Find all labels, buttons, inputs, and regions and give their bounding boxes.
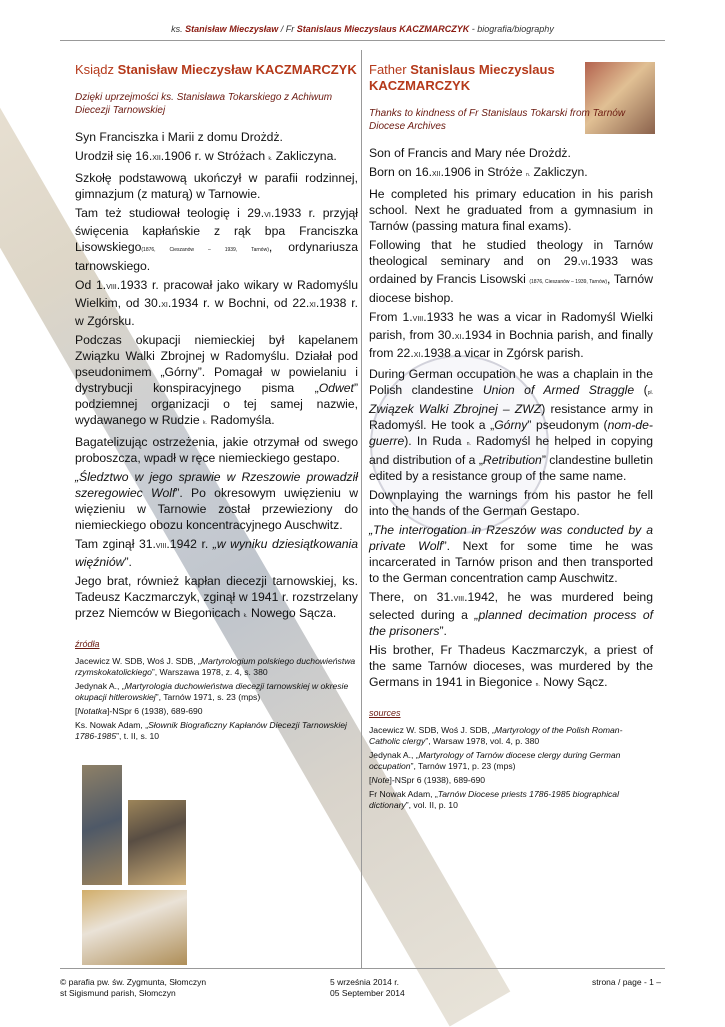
footer-date [330, 977, 405, 999]
paragraph: Bagatelizując ostrzeżenia, jakie otrzymał od swego proboszcza, wpadł w ręce niemieckiego gestapo. [75, 435, 358, 465]
sources-heading: sources [369, 708, 401, 718]
english-column [369, 62, 653, 814]
source-item: Fr Nowak Adam, „Tarnów Diocese priests 1786-1985 biographical dictionary”, vol. II, p. 10 [369, 789, 619, 810]
footer-date-en: 05 September 2014 [330, 988, 405, 998]
paragraph: Tam zginął 31.viii.1942 r. „w wyniku dziesiątkowania więźniów”. [75, 537, 358, 569]
footer-date-pl: 5 września 2014 r. [330, 977, 399, 987]
paragraph: He completed his primary education in his parish school. Next he graduated from a gymnasium in Tarnów (passing matura final exams). [369, 187, 653, 233]
english-thanks: Thanks to kindness of Fr Stanislaus Tokarski from Tarnów Diocese Archives [369, 108, 626, 132]
paragraph: Podczas okupacji niemieckiej był kapelanem Związku Walki Zbrojnej w Radomyślu. Działał pod pseudonimem „Górny”. Pomagał w powielaniu i dystrybucji konspiracyjnego pisma „Odwet” podziemnej organizacji o tej samej nazwie, wydawanego w Rudzie k. Radomyśla. [75, 333, 358, 427]
paragraph: Downplaying the warnings from his pastor he fell into the hands of the German Gestapo. [369, 488, 653, 518]
madonna-photo [128, 800, 186, 885]
polish-thanks: Dzięki uprzejmości ks. Stanisława Tokarskiego z Achiwum Diecezji Tarnowskiej [75, 92, 333, 116]
paragraph: His brother, Fr Thadeus Kaczmarczyk, a priest of the same Tarnów dioceses, was murdered by the Germans in 1941 in Biegonice n. Nowy Sącz. [369, 643, 653, 689]
paragraph: During German occupation he was a chaplain in the Polish clandestine Union of Armed Straggle (pl. Związek Walki Zbrojnej – ZWZ) resistance army in Radomyśl. He took a „Górny” pseudonym (nom-de-guerre). In Ruda n. Radomyśl he helped in copying and distribution of a „Retribution” clandestine bulletin edited by a resistance group of the same name. [369, 367, 654, 483]
footer-rule [60, 968, 665, 969]
paragraph: Tam też studiował teologię i 29.vi.1933 r. przyjął święcenia kapłańskie z rąk bpa Franciszka Lisowskiego(1876, Cieszanów – 1939, Tarnów), ordynariusza tarnowskiego. [75, 206, 358, 273]
page-header: ks. Stanisław Mieczysław / Fr Stanislaus Mieczyslaus KACZMARCZYK - biografia/biography [171, 24, 554, 34]
english-title: Father Stanislaus Mieczyslaus KACZMARCZYK [369, 62, 555, 93]
paragraph: Son of Francis and Mary née Drożdż. [369, 146, 571, 160]
icon-photo [82, 765, 122, 885]
paragraph: Syn Franciszka i Marii z domu Drożdż. [75, 130, 283, 144]
paragraph: Following that he studied theology in Tarnów theological seminary and on 29.vi.1933 was ordained by Francis Lisowski (1876, Cieszanów – 1939, Tarnów), Tarnów diocese bishop. [369, 238, 654, 305]
paragraph: Urodził się 16.xii.1906 r. w Stróżach k. Zakliczyna. [75, 149, 337, 163]
paragraph: Od 1.viii.1933 r. pracował jako wikary w Radomyślu Wielkim, od 30.xi.1934 r. w Bochni, od 22.xi.1938 r. w Zgórsku. [75, 278, 359, 328]
paragraph: Jego brat, również kapłan diecezji tarnowskiej, ks. Tadeusz Kaczmarczyk, zginął w 1941 r. rozstrzelany przez Niemców w Biegonicach k. Nowego Sącza. [75, 574, 358, 620]
paragraph: Szkołę podstawową ukończył w parafii rodzinnej, gimnazjum (z maturą) w Tarnowie. [75, 171, 358, 201]
polish-column [75, 62, 358, 745]
paragraph: Born on 16.xii.1906 in Stróże n. Zakliczyn. [369, 165, 588, 179]
footer-parish-pl: © parafia pw. św. Zygmunta, Słomczyn [60, 977, 207, 987]
paragraph: „Śledztwo w jego sprawie w Rzeszowie prowadził szeregowiec Wolf”. Po okresowym uwięzieniu w więzieniu w Tarnowie został przewieziony do niemieckiego obozu koncentracyjnego Auschwitz. [75, 470, 358, 532]
source-item: Jacewicz W. SDB, Woś J. SDB, „Martyrology of the Polish Roman-Catholic clergy”, Warsaw 1978, vol. 4, p. 380 [369, 725, 623, 746]
source-item: [Notatka]-NSpr 6 (1938), 689-690 [75, 706, 203, 716]
source-item: Ks. Nowak Adam, „Słownik Biograficzny Kapłanów Diecezji Tarnowskiej 1786-1985”, t. II, s. 10 [75, 720, 347, 741]
source-item: Jedynak A., „Martyrology of Tarnów diocese clergy during German occupation”, Tarnów 1971, p. 23 (mps) [369, 750, 621, 771]
source-item: Jedynak A., „Martyrologia duchowieństwa diecezji tarnowskiej w okresie okupacji hitlerowskiej”, Tarnów 1971, s. 23 (mps) [75, 681, 349, 702]
polish-title: Ksiądz Stanisław Mieczysław KACZMARCZYK [75, 62, 357, 77]
sources-heading: źródła [75, 639, 100, 649]
footer-parish [60, 977, 206, 999]
paragraph: „The interrogation in Rzeszów was conducted by a private Wolf”. Next for some time he was incarcerated in Tarnów prison and then transported to the German concentration camp Auschwitz. [369, 523, 653, 585]
paragraph: There, on 31.viii.1942, he was murdered being selected during a „planned decimation process of the prisoners”. [369, 590, 653, 638]
source-item: Jacewicz W. SDB, Woś J. SDB, „Martyrologium polskiego duchowieństwa rzymskokatolickiego”, Warszawa 1978, z. 4, s. 380 [75, 656, 356, 677]
paragraph: From 1.viii.1933 he was a vicar in Radomyśl Wielki parish, from 30.xi.1934 in Bochnia parish, and finally from 22.xi.1938 a vicar in Zgórsk parish. [369, 310, 654, 360]
footer-page-number: strona / page - 1 – [592, 977, 661, 987]
shrine-photo [82, 890, 187, 965]
footer-parish-en: st Sigismund parish, Słomczyn [60, 988, 176, 998]
column-divider [361, 50, 362, 968]
source-item: [Note]-NSpr 6 (1938), 689-690 [369, 775, 486, 785]
header-rule [60, 40, 665, 41]
